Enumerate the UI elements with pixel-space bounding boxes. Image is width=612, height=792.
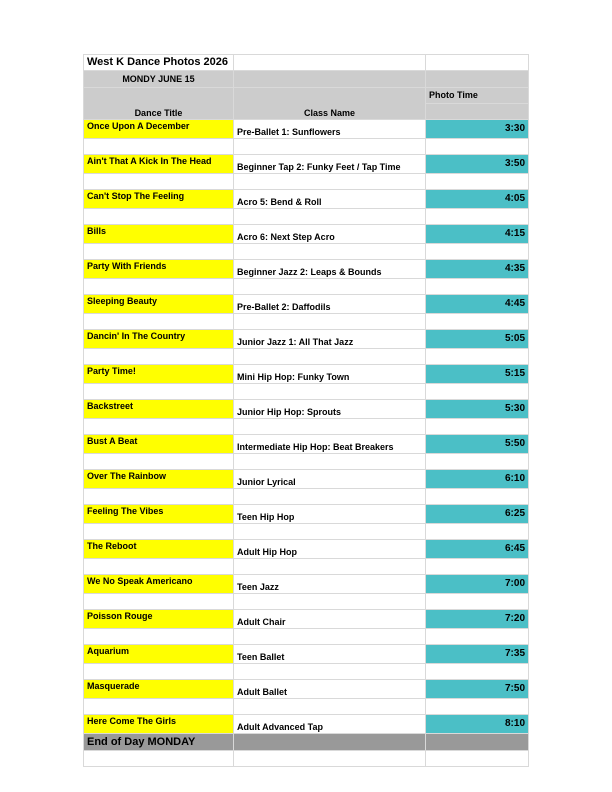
empty-cell[interactable]	[84, 594, 234, 610]
dance-title-cell[interactable]: Party With Friends	[84, 260, 234, 279]
header-photo-time[interactable]: Photo Time	[426, 88, 529, 104]
class-name-cell[interactable]: Junior Lyrical	[234, 470, 426, 489]
spacer-row	[84, 174, 529, 190]
empty-cell[interactable]	[84, 699, 234, 715]
empty-cell[interactable]	[84, 489, 234, 505]
end-of-day-label[interactable]: End of Day MONDAY	[84, 734, 234, 751]
empty-cell[interactable]	[234, 559, 426, 575]
dance-title-cell[interactable]: Sleeping Beauty	[84, 295, 234, 314]
empty-cell[interactable]	[84, 524, 234, 540]
photo-time-cell[interactable]: 4:35	[426, 260, 529, 279]
table-row	[84, 365, 529, 384]
empty-cell[interactable]	[234, 71, 426, 88]
empty-cell[interactable]	[426, 279, 529, 295]
spacer-row	[84, 314, 529, 330]
spacer-row	[84, 594, 529, 610]
spacer-row	[84, 629, 529, 645]
spacer-row	[84, 419, 529, 435]
empty-cell[interactable]	[84, 419, 234, 435]
photo-time-cell[interactable]: 3:50	[426, 155, 529, 174]
schedule-sheet	[83, 54, 529, 767]
empty-cell[interactable]	[426, 244, 529, 260]
empty-cell[interactable]	[426, 699, 529, 715]
empty-cell[interactable]	[84, 629, 234, 645]
empty-cell[interactable]	[84, 174, 234, 190]
table-row	[84, 680, 529, 699]
table-row	[84, 260, 529, 279]
empty-cell[interactable]	[234, 489, 426, 505]
spacer-row	[84, 349, 529, 365]
table-row	[84, 400, 529, 419]
empty-cell[interactable]	[234, 629, 426, 645]
photo-time-cell[interactable]: 8:10	[426, 715, 529, 734]
empty-cell[interactable]	[426, 454, 529, 470]
table-row	[84, 575, 529, 594]
class-name-cell[interactable]: Pre-Ballet 2: Daffodils	[234, 295, 426, 314]
empty-cell[interactable]	[426, 734, 529, 751]
class-name-cell[interactable]: Teen Hip Hop	[234, 505, 426, 524]
empty-cell[interactable]	[234, 244, 426, 260]
photo-time-cell[interactable]: 3:30	[426, 120, 529, 139]
empty-cell[interactable]	[426, 664, 529, 680]
empty-cell[interactable]	[426, 489, 529, 505]
empty-cell[interactable]	[84, 244, 234, 260]
class-name-cell[interactable]: Pre-Ballet 1: Sunflowers	[234, 120, 426, 139]
dance-title-cell[interactable]: Bust A Beat	[84, 435, 234, 454]
dance-title-cell[interactable]: Feeling The Vibes	[84, 505, 234, 524]
class-name-cell[interactable]: Adult Advanced Tap	[234, 715, 426, 734]
photo-time-cell[interactable]: 7:50	[426, 680, 529, 699]
photo-time-cell[interactable]: 7:20	[426, 610, 529, 629]
table-row	[84, 505, 529, 524]
title-row	[84, 55, 529, 71]
empty-cell[interactable]	[426, 594, 529, 610]
empty-cell[interactable]	[234, 699, 426, 715]
empty-cell[interactable]	[426, 104, 529, 120]
empty-cell[interactable]	[426, 419, 529, 435]
empty-cell[interactable]	[234, 349, 426, 365]
class-name-cell[interactable]: Adult Hip Hop	[234, 540, 426, 559]
table-row	[84, 190, 529, 209]
date-row	[84, 71, 529, 88]
photo-time-cell[interactable]: 4:15	[426, 225, 529, 244]
table-row	[84, 435, 529, 454]
table-row	[84, 715, 529, 734]
class-name-cell[interactable]: Teen Jazz	[234, 575, 426, 594]
dance-title-cell[interactable]: Over The Rainbow	[84, 470, 234, 489]
empty-cell[interactable]	[234, 55, 426, 71]
table-row	[84, 540, 529, 559]
empty-cell[interactable]	[234, 419, 426, 435]
class-name-cell[interactable]: Mini Hip Hop: Funky Town	[234, 365, 426, 384]
class-name-cell[interactable]: Junior Hip Hop: Sprouts	[234, 400, 426, 419]
dance-title-cell[interactable]: Dancin' In The Country	[84, 330, 234, 349]
spacer-row	[84, 244, 529, 260]
empty-cell[interactable]	[234, 384, 426, 400]
empty-cell[interactable]	[84, 139, 234, 155]
dance-title-cell[interactable]: We No Speak Americano	[84, 575, 234, 594]
spacer-row	[84, 384, 529, 400]
header-class-name[interactable]: Class Name	[234, 88, 426, 120]
empty-cell[interactable]	[84, 279, 234, 295]
class-name-cell[interactable]: Teen Ballet	[234, 645, 426, 664]
empty-cell[interactable]	[426, 71, 529, 88]
dance-title-cell[interactable]: Ain't That A Kick In The Head	[84, 155, 234, 174]
table-row	[84, 155, 529, 174]
header-row	[84, 88, 529, 104]
photo-time-cell[interactable]: 7:00	[426, 575, 529, 594]
empty-cell[interactable]	[426, 559, 529, 575]
photo-time-cell[interactable]: 5:05	[426, 330, 529, 349]
sheet-title[interactable]: West K Dance Photos 2026	[84, 55, 234, 71]
spacer-row	[84, 664, 529, 680]
empty-cell[interactable]	[84, 209, 234, 225]
dance-title-cell[interactable]: Party Time!	[84, 365, 234, 384]
class-name-cell[interactable]: Junior Jazz 1: All That Jazz	[234, 330, 426, 349]
empty-cell[interactable]	[234, 139, 426, 155]
empty-cell[interactable]	[426, 384, 529, 400]
table-row	[84, 470, 529, 489]
table-row	[84, 330, 529, 349]
dance-title-cell[interactable]: Masquerade	[84, 680, 234, 699]
empty-cell[interactable]	[426, 174, 529, 190]
spacer-row	[84, 279, 529, 295]
empty-cell[interactable]	[234, 524, 426, 540]
dance-title-cell[interactable]: Backstreet	[84, 400, 234, 419]
empty-cell[interactable]	[426, 139, 529, 155]
photo-time-cell[interactable]: 5:50	[426, 435, 529, 454]
empty-cell[interactable]	[426, 209, 529, 225]
class-name-cell[interactable]: Adult Ballet	[234, 680, 426, 699]
empty-cell[interactable]	[426, 314, 529, 330]
spacer-row	[84, 209, 529, 225]
table-row	[84, 120, 529, 139]
empty-cell[interactable]	[84, 559, 234, 575]
end-row	[84, 734, 529, 751]
empty-cell[interactable]	[234, 751, 426, 767]
dance-title-cell[interactable]: Poisson Rouge	[84, 610, 234, 629]
date-label[interactable]: MONDY JUNE 15	[84, 71, 234, 88]
blank-row	[84, 751, 529, 767]
photo-time-cell[interactable]: 5:30	[426, 400, 529, 419]
empty-cell[interactable]	[234, 664, 426, 680]
empty-cell[interactable]	[234, 734, 426, 751]
photo-time-cell[interactable]: 5:15	[426, 365, 529, 384]
empty-cell[interactable]	[234, 174, 426, 190]
spacer-row	[84, 699, 529, 715]
empty-cell[interactable]	[84, 751, 234, 767]
empty-cell[interactable]	[84, 314, 234, 330]
dance-title-cell[interactable]: Once Upon A December	[84, 120, 234, 139]
header-dance-title[interactable]: Dance Title	[84, 88, 234, 120]
dance-title-cell[interactable]: Aquarium	[84, 645, 234, 664]
class-name-cell[interactable]: Acro 5: Bend & Roll	[234, 190, 426, 209]
empty-cell[interactable]	[234, 209, 426, 225]
dance-title-cell[interactable]: Can't Stop The Feeling	[84, 190, 234, 209]
photo-time-cell[interactable]: 6:10	[426, 470, 529, 489]
photo-time-cell[interactable]: 7:35	[426, 645, 529, 664]
class-name-cell[interactable]: Adult Chair	[234, 610, 426, 629]
class-name-cell[interactable]: Acro 6: Next Step Acro	[234, 225, 426, 244]
table-row	[84, 295, 529, 314]
class-name-cell[interactable]: Beginner Jazz 2: Leaps & Bounds	[234, 260, 426, 279]
empty-cell[interactable]	[84, 384, 234, 400]
empty-cell[interactable]	[426, 751, 529, 767]
dance-title-cell[interactable]: Here Come The Girls	[84, 715, 234, 734]
spacer-row	[84, 524, 529, 540]
empty-cell[interactable]	[426, 524, 529, 540]
dance-title-cell[interactable]: The Reboot	[84, 540, 234, 559]
spacer-row	[84, 454, 529, 470]
photo-time-cell[interactable]: 4:45	[426, 295, 529, 314]
class-name-cell[interactable]: Beginner Tap 2: Funky Feet / Tap Time	[234, 155, 426, 174]
spacer-row	[84, 559, 529, 575]
class-name-cell[interactable]: Intermediate Hip Hop: Beat Breakers	[234, 435, 426, 454]
empty-cell[interactable]	[426, 349, 529, 365]
empty-cell[interactable]	[84, 349, 234, 365]
photo-time-cell[interactable]: 6:45	[426, 540, 529, 559]
empty-cell[interactable]	[234, 454, 426, 470]
spacer-row	[84, 489, 529, 505]
table-row	[84, 645, 529, 664]
empty-cell[interactable]	[426, 55, 529, 71]
table-row	[84, 610, 529, 629]
empty-cell[interactable]	[234, 279, 426, 295]
empty-cell[interactable]	[426, 629, 529, 645]
empty-cell[interactable]	[234, 314, 426, 330]
spacer-row	[84, 139, 529, 155]
dance-title-cell[interactable]: Bills	[84, 225, 234, 244]
table-row	[84, 225, 529, 244]
photo-time-cell[interactable]: 4:05	[426, 190, 529, 209]
empty-cell[interactable]	[84, 664, 234, 680]
empty-cell[interactable]	[84, 454, 234, 470]
empty-cell[interactable]	[234, 594, 426, 610]
photo-time-cell[interactable]: 6:25	[426, 505, 529, 524]
